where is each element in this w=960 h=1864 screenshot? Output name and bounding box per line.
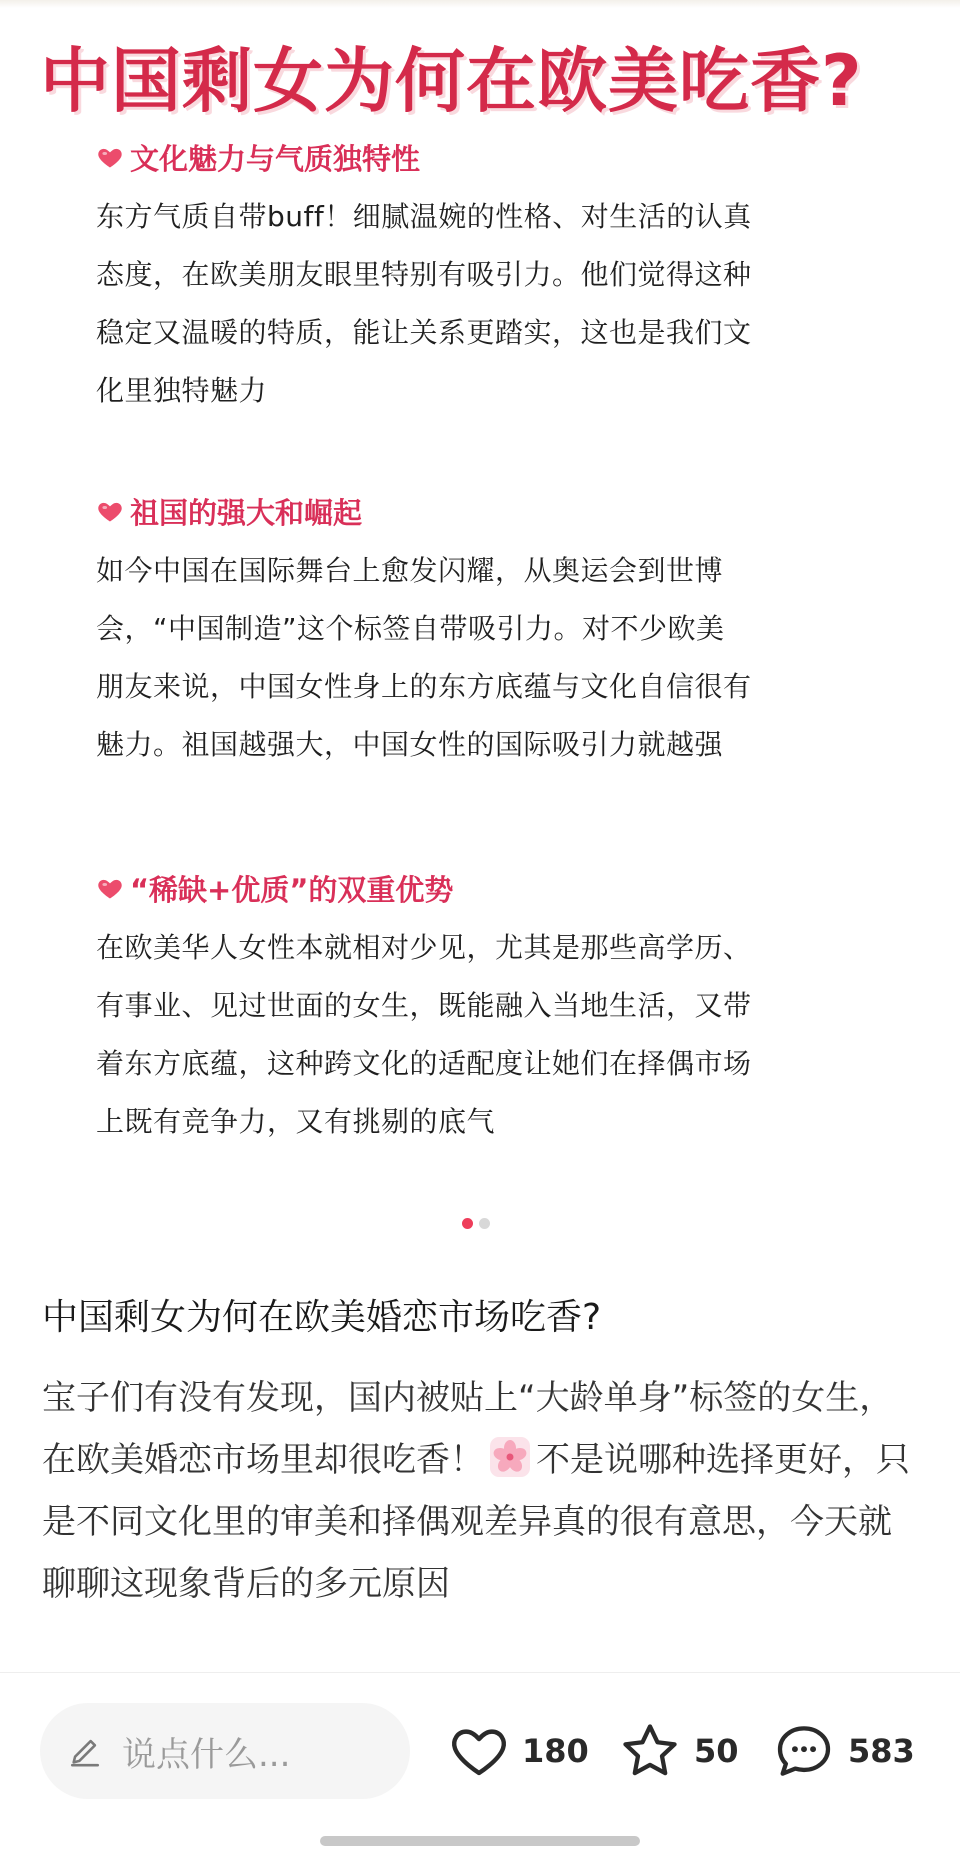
section-title: 祖国的强大和崛起 xyxy=(130,495,363,530)
section-body xyxy=(96,919,896,1151)
image-title: 中国剩女为何在欧美吃香? xyxy=(40,40,863,122)
section-line: 化里独特魅力 xyxy=(96,374,268,407)
section-line: 魅力。祖国越强大，中国女性的国际吸引力就越强 xyxy=(96,728,724,761)
section-title: “稀缺+优质”的双重优势 xyxy=(130,872,454,907)
post-body-text: 宝子们有没有发现，国内被贴上“大龄单身”标签的女生，在欧美婚恋市场里却很吃香！ xyxy=(42,1378,894,1480)
heart-outline-icon xyxy=(448,1720,510,1782)
cherry-blossom-icon xyxy=(490,1437,530,1477)
section-line: 在欧美华人女性本就相对少见，尤其是那些高学历、 xyxy=(96,931,752,964)
section-title: 文化魅力与气质独特性 xyxy=(130,141,421,176)
section-line: 朋友来说，中国女性身上的东方底蕴与文化自信很有 xyxy=(96,670,752,703)
section-line: 会，“中国制造”这个标签自带吸引力。对不少欧美 xyxy=(96,612,725,645)
section-line: 如今中国在国际舞台上愈发闪耀，从奥运会到世博 xyxy=(96,554,724,587)
section-scarcity xyxy=(96,867,896,1151)
carousel-dot-active[interactable] xyxy=(462,1218,473,1229)
post-title: 中国剩女为何在欧美婚恋市场吃香? xyxy=(42,1297,602,1338)
section-heading xyxy=(96,490,896,532)
section-rise xyxy=(96,490,896,774)
section-heading xyxy=(96,136,896,178)
heart-icon xyxy=(96,143,124,171)
section-line: 东方气质自带buff！细腻温婉的性格、对生活的认真 xyxy=(96,200,752,233)
section-body xyxy=(96,542,896,774)
collect-count: 50 xyxy=(694,1732,739,1770)
section-heading xyxy=(96,867,896,909)
post-body-text: 不是说哪种选择更好，只是不同文化里的审美和择偶观差异真的很有意思，今天就聊聊这现象背后的多元原因 xyxy=(42,1440,910,1604)
carousel-indicator[interactable] xyxy=(462,1218,490,1229)
like-count: 180 xyxy=(522,1732,589,1770)
comment-placeholder: 说点什么... xyxy=(122,1734,291,1775)
comment-button[interactable] xyxy=(772,1711,915,1791)
section-line: 着东方底蕴，这种跨文化的适配度让她们在择偶市场 xyxy=(96,1047,752,1080)
section-line: 有事业、见过世面的女生，既能融入当地生活，又带 xyxy=(96,989,752,1022)
heart-icon xyxy=(96,497,124,525)
comment-count: 583 xyxy=(848,1732,915,1770)
comment-input[interactable] xyxy=(40,1703,410,1799)
home-indicator[interactable] xyxy=(320,1836,640,1846)
post-body xyxy=(42,1367,912,1615)
section-line: 上既有竞争力，又有挑剔的底气 xyxy=(96,1105,496,1138)
comment-bubble-icon xyxy=(772,1719,836,1783)
section-line: 稳定又温暖的特质，能让关系更踏实，这也是我们文 xyxy=(96,316,752,349)
collect-button[interactable] xyxy=(618,1711,739,1791)
star-outline-icon xyxy=(618,1719,682,1783)
like-button[interactable] xyxy=(448,1711,589,1791)
carousel-dot[interactable] xyxy=(479,1218,490,1229)
section-culture xyxy=(96,136,896,420)
image-top-edge xyxy=(0,0,960,8)
section-body xyxy=(96,188,896,420)
heart-icon xyxy=(96,874,124,902)
section-line: 态度，在欧美朋友眼里特别有吸引力。他们觉得这种 xyxy=(96,258,752,291)
pencil-icon xyxy=(68,1734,102,1768)
